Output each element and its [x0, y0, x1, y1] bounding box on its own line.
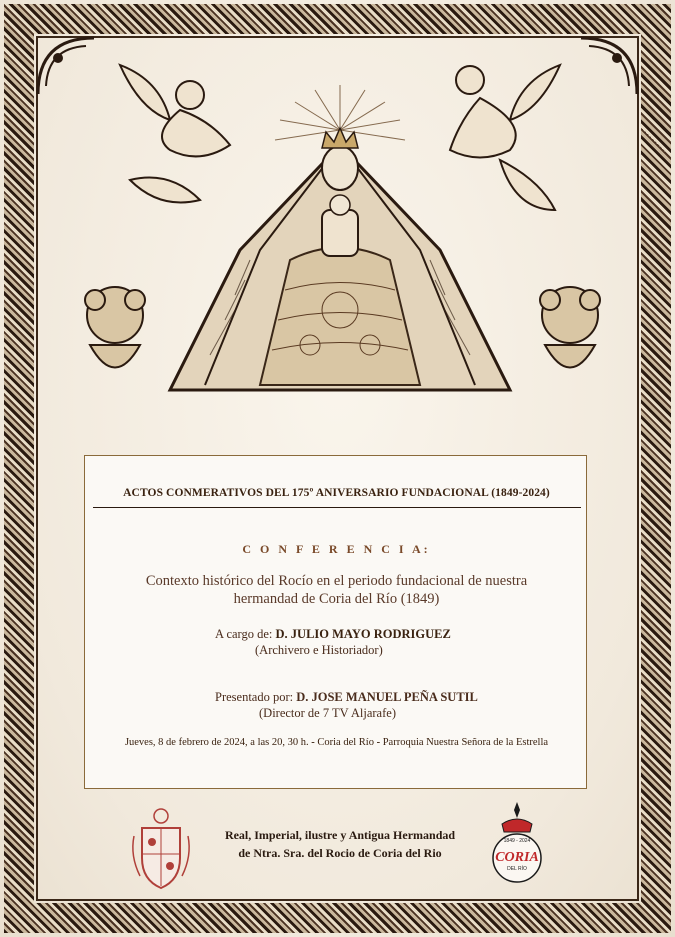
virgin-engraving-icon	[60, 50, 620, 400]
coria-anniversary-badge-icon	[486, 800, 548, 890]
title-divider	[93, 507, 581, 508]
conference-subject	[105, 572, 568, 608]
conference-heading: C O N F E R E N C I A:	[242, 542, 431, 556]
separator: -	[376, 737, 381, 748]
event-venue: Parroquia Nuestra Señora de la Estrella	[382, 737, 549, 748]
presenter-block	[215, 689, 575, 721]
event-place: Coria del Río	[317, 737, 374, 748]
speaker-role: (Archivero e Historiador)	[255, 643, 383, 657]
speaker-prefix: A cargo de:	[215, 627, 273, 641]
speaker-block	[215, 626, 575, 658]
event-date-location	[85, 737, 588, 748]
brotherhood-name	[200, 826, 480, 862]
brotherhood-coat-of-arms-icon	[128, 806, 194, 892]
event-date-time: Jueves, 8 de febrero de 2024, a las 20, 30 h.	[124, 737, 309, 748]
subject-line-1: Contexto histórico del Rocío en el periodo fundacional de nuestra	[145, 573, 528, 589]
brotherhood-line-2: de Ntra. Sra. del Rocio de Coria del Rio	[238, 846, 442, 860]
presenter-prefix: Presentado por:	[215, 690, 294, 704]
subject-line-2: hermandad de Coria del Río (1849)	[233, 591, 440, 607]
event-series-title: ACTOS CONMERATIVOS DEL 175º ANIVERSARIO FUNDACIONAL (1849-2024)	[123, 487, 550, 499]
speaker-name: D. JULIO MAYO RODRIGUEZ	[275, 627, 451, 641]
badge-years: 1849 - 2024	[503, 838, 531, 844]
presenter-name: D. JOSE MANUEL PEÑA SUTIL	[296, 690, 478, 704]
event-info-panel	[84, 455, 587, 789]
separator: -	[311, 737, 315, 748]
badge-del-rio-text: DEL RÍO	[507, 866, 527, 872]
badge-coria-text: CORIA	[495, 850, 539, 865]
presenter-role: (Director de 7 TV Aljarafe)	[259, 706, 396, 720]
brotherhood-line-1: Real, Imperial, ilustre y Antigua Hermandad	[224, 828, 456, 842]
